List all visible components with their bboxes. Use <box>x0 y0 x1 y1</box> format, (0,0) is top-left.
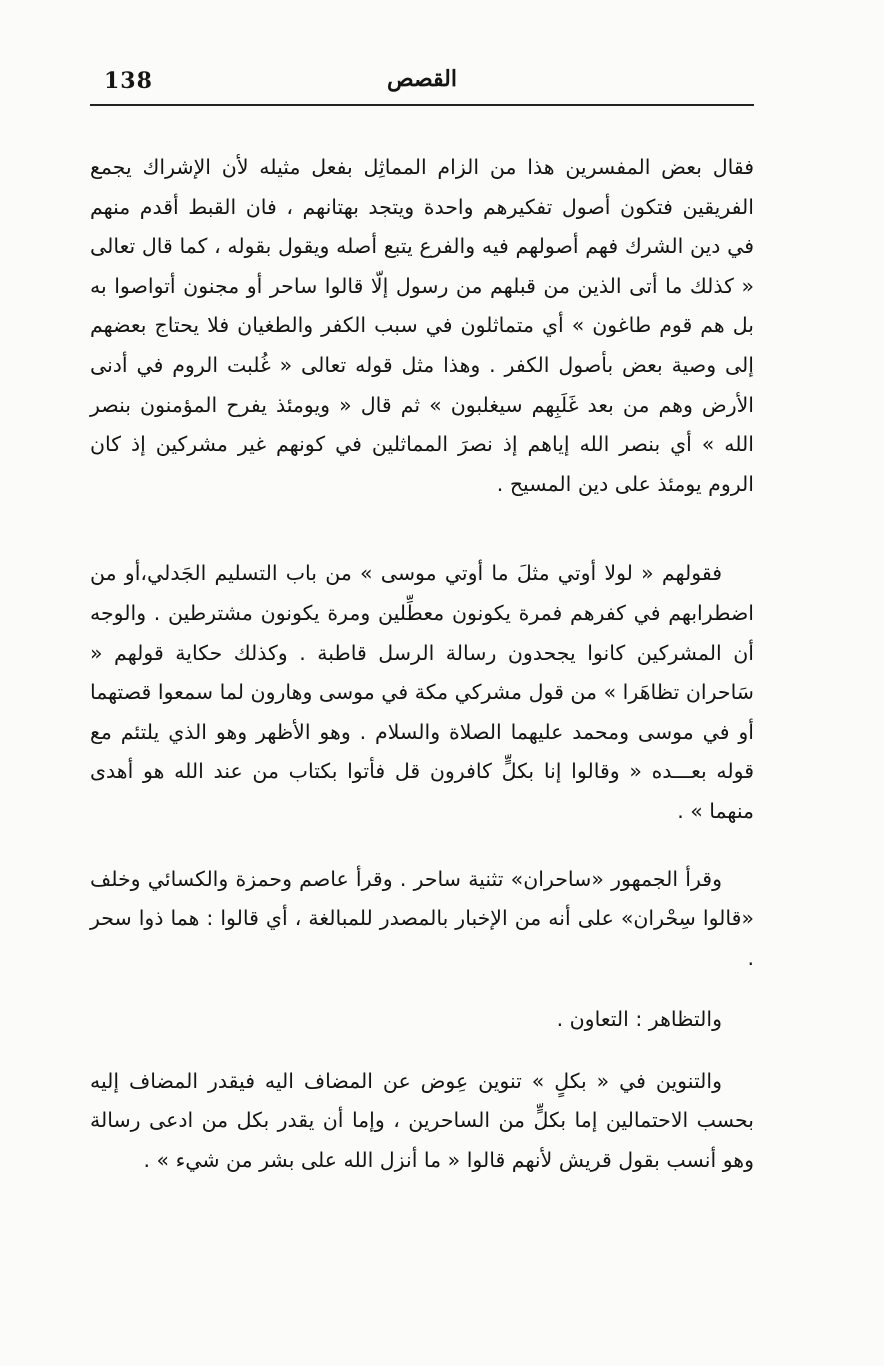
paragraph-gap <box>90 504 754 554</box>
header-rule <box>90 104 754 106</box>
surah-title: القصص <box>387 66 457 92</box>
paragraph-gap <box>90 832 754 860</box>
paragraph: والتنوين في « بكلٍ » تنوين عِوض عن المضاف اليه فيقدر المضاف إليه بحسب الاحتمالين إما بكلٍّ من الساحرين ، وإما أن يقدر بكل من ادعى رسالة وهو أنسب بقول قريش لأنهم قالوا « ما أنزل الله على بشر من شيء » . <box>90 1068 754 1173</box>
paragraph-gap <box>90 978 754 1000</box>
paragraph: فقولهم « لولا أوتي مثلَ ما أوتي موسى » من باب التسليم الجَدلي،أو من اضطرابهم في كفرهم فمرة يكونون معطِّلين ومرة يكونون مشترطين . والوجه أن المشركين كانوا يجحدون رسالة الرسل قاطبة . وكذلك حكاية قولهم « سَاحران تظاهَرا » من قول مشركي مكة في موسى وهارون لما سمعوا قصتهما أو في موسى ومحمد عليهما الصلاة والسلام . وهو الأظهر وهو الذي يلتئم مع قوله بعـــده « وقالوا إنا بكلٍّ كافرون قل فأتوا بكتاب من عند الله هو أهدى منهما » . <box>90 561 754 823</box>
paragraph: والتظاهر : التعاون . <box>556 1007 722 1032</box>
page-header <box>90 62 754 102</box>
page-body <box>90 148 754 1181</box>
paragraph-gap <box>90 1040 754 1062</box>
paragraph: فقال بعض المفسرين هذا من الزام المماثِل بفعل مثيله لأن الإشراك يجمع الفريقين فتكون أصول تفكيرهم واحدة ويتجد بهتانهم ، فان القبط أقدم منهم في دين الشرك فهم أصولهم فيه والفرع يتبع أصله ويقول بقوله ، كما قال تعالى « كذلك ما أتى الذين من قبلهم من رسول إلّا قالوا ساحر أو مجنون أتواصوا به بل هم قوم طاغون » أي متماثلون في سبب الكفر والطغيان فلا يحتاج بعضهم إلى وصية بعض بأصول الكفر . وهذا مثل قوله تعالى « غُلبت الروم في أدنى الأرض وهم من بعد غَلَبِهم سيغلبون » ثم قال « ويومئذ يفرح المؤمنون بنصر الله » أي بنصر الله إياهم إذ نصرَ المماثلين في كونهم غير مشركين إذ كان الروم يومئذ على دين المسيح . <box>90 155 754 496</box>
page-number: 138 <box>104 68 153 94</box>
paragraph: وقرأ الجمهور «ساحران» تثنية ساحر . وقرأ عاصم وحمزة والكسائي وخلف «قالوا سِحْران» على أنه من الإخبار بالمصدر للمبالغة ، أي قالوا : هما ذوا سحر . <box>90 866 754 970</box>
